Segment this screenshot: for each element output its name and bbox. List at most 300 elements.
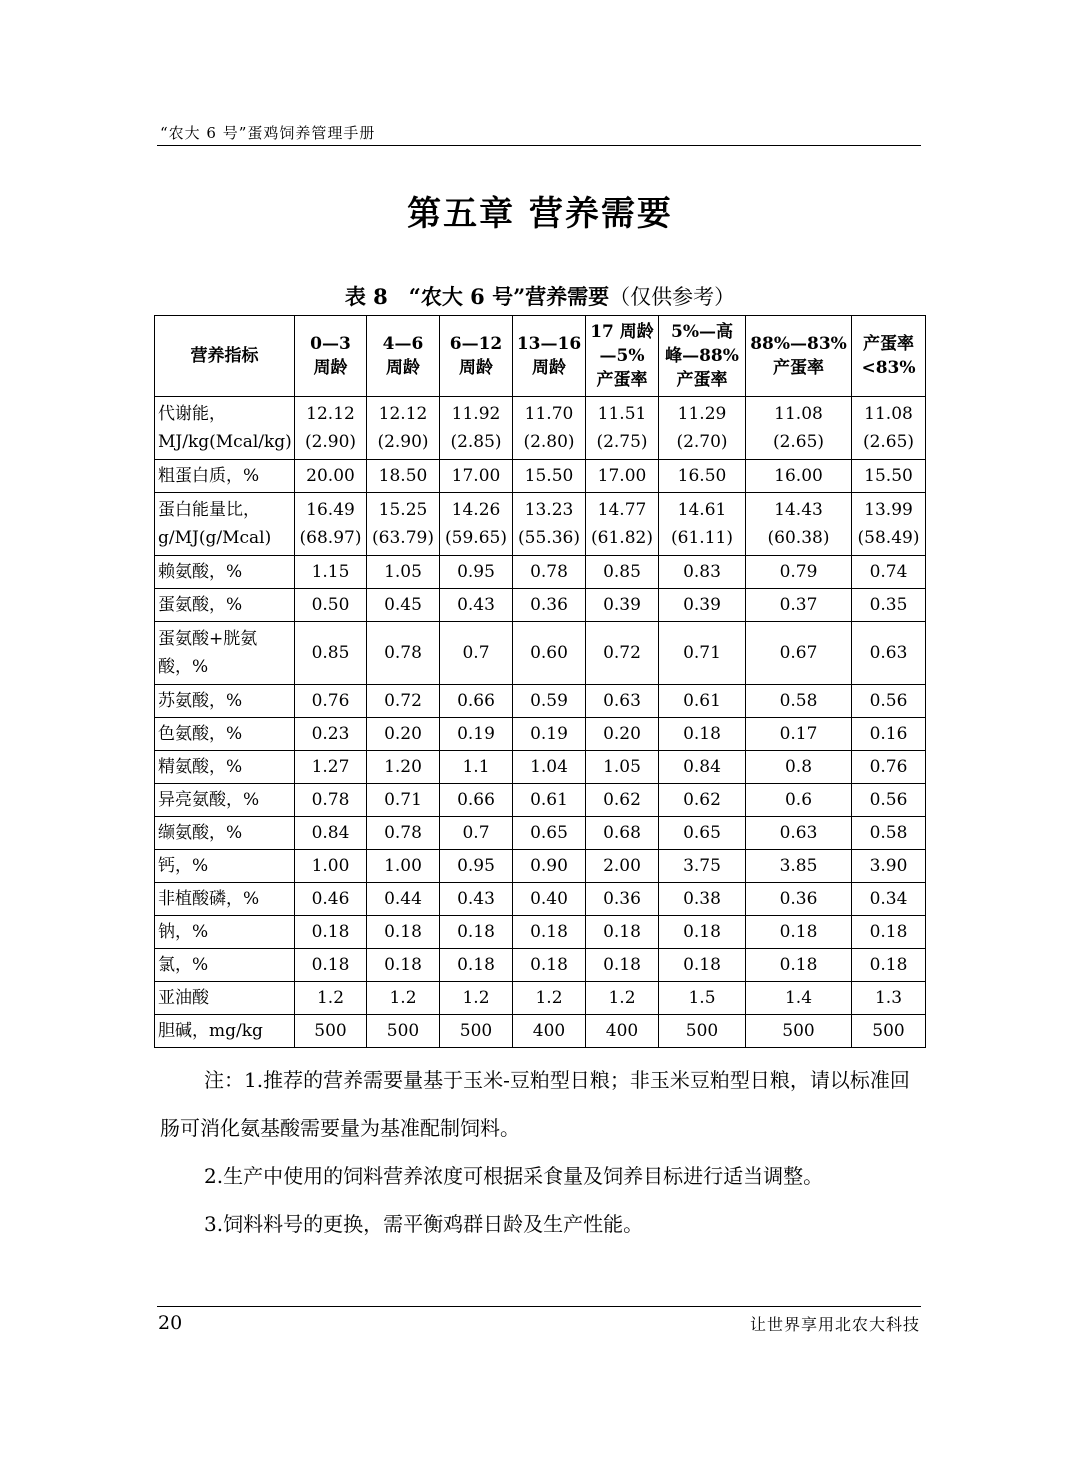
value-cell — [659, 850, 746, 883]
cell-line: 0.39 — [603, 595, 641, 615]
value-cell — [513, 556, 586, 589]
cell-line: 3.85 — [779, 856, 818, 876]
value-cell — [440, 589, 513, 622]
cell-line: 0.40 — [530, 889, 568, 909]
row-label — [155, 1015, 295, 1048]
cell-line: (60.38) — [767, 528, 830, 548]
cell-line: 500 — [685, 1021, 719, 1041]
value-cell — [440, 685, 513, 718]
value-cell — [659, 784, 746, 817]
value-cell — [852, 751, 926, 784]
cell-line: 3.75 — [683, 856, 721, 876]
value-cell — [586, 982, 659, 1015]
cell-line: 14.43 — [774, 500, 823, 520]
cell-line: 0.56 — [869, 790, 908, 810]
row-label — [155, 850, 295, 883]
value-cell — [367, 817, 440, 850]
cell-line: 0.35 — [869, 595, 908, 615]
row-label — [155, 949, 295, 982]
value-cell — [295, 982, 367, 1015]
value-cell — [295, 685, 367, 718]
value-cell — [440, 622, 513, 685]
value-cell — [746, 556, 852, 589]
cell-line: 代谢能， — [158, 404, 226, 424]
cell-line: 14.77 — [597, 500, 647, 520]
value-cell — [586, 718, 659, 751]
cell-line: 1.27 — [311, 757, 350, 777]
cell-line: 16.49 — [306, 500, 355, 520]
value-cell — [852, 685, 926, 718]
cell-line: 0.45 — [384, 595, 422, 615]
cell-line: 0.71 — [683, 643, 721, 663]
cell-line: 1.05 — [603, 757, 641, 777]
value-cell — [440, 718, 513, 751]
column-header — [367, 316, 440, 397]
cell-line: 0.23 — [311, 724, 350, 744]
cell-line: 0.59 — [530, 691, 568, 711]
value-cell — [513, 949, 586, 982]
row-label — [155, 556, 295, 589]
cell-line: 0.18 — [869, 922, 908, 942]
row-label — [155, 817, 295, 850]
value-cell — [440, 883, 513, 916]
cell-line: 0.67 — [779, 643, 818, 663]
value-cell — [746, 493, 852, 556]
value-cell — [440, 1015, 513, 1048]
value-cell — [659, 622, 746, 685]
value-cell — [852, 718, 926, 751]
cell-line: 周龄 — [313, 358, 348, 378]
value-cell — [852, 493, 926, 556]
cell-line: 峰—88% — [665, 346, 739, 366]
cell-line: 色氨酸，% — [158, 724, 243, 744]
cell-line: 0.18 — [603, 955, 641, 975]
value-cell — [659, 493, 746, 556]
value-cell — [440, 460, 513, 493]
value-cell — [513, 460, 586, 493]
value-cell — [659, 949, 746, 982]
cell-line: 0.66 — [457, 790, 495, 810]
cell-line: 17.00 — [597, 466, 647, 486]
cell-line: (61.82) — [591, 528, 653, 548]
cell-line: 钙，% — [158, 856, 209, 876]
cell-line: 0.79 — [779, 562, 818, 582]
cell-line: 0.44 — [384, 889, 422, 909]
cell-line: 0.37 — [779, 595, 818, 615]
table-caption-note: （仅供参考） — [609, 285, 736, 309]
value-cell — [746, 589, 852, 622]
column-header — [586, 316, 659, 397]
value-cell — [659, 883, 746, 916]
cell-line: 0.20 — [384, 724, 422, 744]
value-cell — [367, 784, 440, 817]
value-cell — [586, 751, 659, 784]
value-cell — [367, 556, 440, 589]
value-cell — [852, 622, 926, 685]
table-row — [155, 556, 926, 589]
value-cell — [586, 784, 659, 817]
value-cell — [513, 751, 586, 784]
cell-line: 0.6 — [784, 790, 813, 810]
cell-line: 亚油酸 — [158, 988, 209, 1008]
cell-line: 周龄 — [386, 358, 420, 378]
cell-line: 0.68 — [603, 823, 641, 843]
cell-line: 0.7 — [462, 643, 490, 663]
cell-line: 12.12 — [306, 404, 355, 424]
cell-line: 0.83 — [683, 562, 721, 582]
cell-line: 0.39 — [683, 595, 721, 615]
value-cell — [513, 982, 586, 1015]
cell-line: 1.2 — [535, 988, 563, 1008]
cell-line: 500 — [314, 1021, 347, 1041]
cell-line: 周龄 — [459, 358, 493, 378]
cell-line: 0.60 — [530, 643, 568, 663]
value-cell — [852, 916, 926, 949]
cell-line: 1.2 — [389, 988, 417, 1008]
table-body — [155, 397, 926, 1048]
value-cell — [852, 817, 926, 850]
value-cell — [513, 850, 586, 883]
cell-line: 0.46 — [311, 889, 350, 909]
cell-line: 0.18 — [384, 955, 422, 975]
cell-line: 0.36 — [779, 889, 818, 909]
value-cell — [852, 982, 926, 1015]
value-cell — [746, 460, 852, 493]
row-label — [155, 589, 295, 622]
cell-line: 11.92 — [451, 404, 501, 424]
cell-line: (61.11) — [671, 528, 733, 548]
value-cell — [586, 817, 659, 850]
value-cell — [295, 850, 367, 883]
value-cell — [440, 916, 513, 949]
table-row — [155, 850, 926, 883]
value-cell — [367, 718, 440, 751]
cell-line: 0.62 — [603, 790, 641, 810]
value-cell — [367, 916, 440, 949]
cell-line: 1.04 — [530, 757, 568, 777]
cell-line: MJ/kg(Mcal/kg) — [158, 432, 292, 452]
cell-line: (68.97) — [299, 528, 362, 548]
table-row — [155, 622, 926, 685]
cell-line: (2.90) — [304, 432, 357, 452]
value-cell — [746, 1015, 852, 1048]
table-row — [155, 493, 926, 556]
value-cell — [586, 1015, 659, 1048]
value-cell — [659, 916, 746, 949]
value-cell — [295, 460, 367, 493]
value-cell — [746, 817, 852, 850]
table-row — [155, 1015, 926, 1048]
cell-line: 0.18 — [683, 955, 721, 975]
cell-line: 0.66 — [457, 691, 495, 711]
value-cell — [746, 949, 852, 982]
value-cell — [659, 982, 746, 1015]
cell-line: (2.75) — [596, 432, 648, 452]
cell-line: (58.49) — [857, 528, 920, 548]
cell-line: 0.38 — [683, 889, 721, 909]
cell-line: 0.18 — [683, 922, 721, 942]
cell-line: 0.63 — [603, 691, 641, 711]
value-cell — [586, 883, 659, 916]
row-label — [155, 784, 295, 817]
cell-line: 0.95 — [457, 856, 495, 876]
cell-line: 胆碱，mg/kg — [158, 1021, 263, 1041]
value-cell — [295, 817, 367, 850]
value-cell — [440, 784, 513, 817]
cell-line: 0.19 — [457, 724, 495, 744]
cell-line: 1.4 — [784, 988, 813, 1008]
value-cell — [367, 751, 440, 784]
cell-line: 500 — [459, 1021, 493, 1041]
cell-line: (2.80) — [523, 432, 575, 452]
cell-line: 1.05 — [384, 562, 422, 582]
column-header — [852, 316, 926, 397]
chapter-title: 第五章 营养需要 — [407, 194, 673, 234]
row-label — [155, 751, 295, 784]
cell-line: 1.1 — [462, 757, 490, 777]
cell-line: 15.50 — [524, 466, 574, 486]
value-cell — [852, 949, 926, 982]
value-cell — [746, 685, 852, 718]
value-cell — [513, 622, 586, 685]
cell-line: (59.65) — [445, 528, 507, 548]
value-cell — [659, 685, 746, 718]
value-cell — [852, 850, 926, 883]
running-header: “农大 6 号”蛋鸡饲养管理手册 — [160, 124, 376, 142]
notes — [160, 1056, 922, 1248]
value-cell — [746, 397, 852, 460]
row-label — [155, 883, 295, 916]
value-cell — [440, 982, 513, 1015]
cell-line: 1.2 — [316, 988, 345, 1008]
cell-line: 营养指标 — [190, 346, 259, 366]
cell-line: 16.00 — [774, 466, 823, 486]
value-cell — [659, 718, 746, 751]
value-cell — [295, 556, 367, 589]
value-cell — [295, 916, 367, 949]
cell-line: 4—6 — [382, 334, 424, 354]
cell-line: <83% — [861, 358, 916, 378]
footer-rule — [157, 1306, 921, 1307]
cell-line: 0.18 — [779, 955, 818, 975]
cell-line: 13.23 — [524, 500, 574, 520]
cell-line: 1.20 — [384, 757, 422, 777]
value-cell — [746, 850, 852, 883]
cell-line: 1.00 — [384, 856, 422, 876]
value-cell — [852, 556, 926, 589]
value-cell — [586, 556, 659, 589]
cell-line: 500 — [782, 1021, 815, 1041]
value-cell — [659, 397, 746, 460]
value-cell — [295, 949, 367, 982]
value-cell — [295, 718, 367, 751]
cell-line: g/MJ(g/Mcal) — [158, 528, 272, 548]
value-cell — [746, 622, 852, 685]
value-cell — [367, 949, 440, 982]
cell-line: 0.85 — [311, 643, 350, 663]
value-cell — [440, 949, 513, 982]
cell-line: (2.90) — [377, 432, 429, 452]
cell-line: 400 — [532, 1021, 566, 1041]
cell-line: 400 — [605, 1021, 639, 1041]
value-cell — [586, 622, 659, 685]
value-cell — [367, 397, 440, 460]
cell-line: 1.2 — [462, 988, 490, 1008]
cell-line: 0.63 — [869, 643, 908, 663]
cell-line: 14.61 — [677, 500, 727, 520]
value-cell — [659, 1015, 746, 1048]
cell-line: 12.12 — [378, 404, 428, 424]
cell-line: 粗蛋白质，% — [158, 466, 260, 486]
cell-line: 0.43 — [457, 595, 495, 615]
value-cell — [440, 850, 513, 883]
cell-line: 2.00 — [603, 856, 641, 876]
cell-line: 0.19 — [530, 724, 568, 744]
cell-line: 13.99 — [864, 500, 913, 520]
value-cell — [295, 493, 367, 556]
cell-line: 17 周龄 — [590, 322, 654, 342]
cell-line: 0.18 — [530, 955, 568, 975]
table-caption-title: 表 8 “农大 6 号”营养需要 — [344, 284, 610, 309]
value-cell — [659, 556, 746, 589]
note-2: 2.生产中使用的饲料营养浓度可根据采食量及饲养目标进行适当调整。 — [204, 1164, 824, 1188]
value-cell — [513, 493, 586, 556]
cell-line: 0.17 — [779, 724, 818, 744]
cell-line: 1.15 — [311, 562, 350, 582]
cell-line: 0.18 — [384, 922, 422, 942]
cell-line: 钠，% — [158, 922, 209, 942]
value-cell — [659, 589, 746, 622]
value-cell — [852, 784, 926, 817]
value-cell — [440, 817, 513, 850]
cell-line: 0.90 — [530, 856, 568, 876]
cell-line: 0.63 — [779, 823, 818, 843]
cell-line: 0.61 — [530, 790, 568, 810]
cell-line: 0.20 — [603, 724, 641, 744]
table-row — [155, 916, 926, 949]
value-cell — [367, 685, 440, 718]
cell-line: (55.36) — [518, 528, 580, 548]
cell-line: 1.5 — [688, 988, 716, 1008]
value-cell — [440, 751, 513, 784]
cell-line: 1.00 — [311, 856, 350, 876]
cell-line: 1.2 — [608, 988, 636, 1008]
value-cell — [440, 493, 513, 556]
table-row — [155, 784, 926, 817]
cell-line: 0.61 — [683, 691, 721, 711]
cell-line: 13—16 — [516, 334, 582, 354]
cell-line: 0.58 — [779, 691, 818, 711]
cell-line: 0.34 — [869, 889, 908, 909]
value-cell — [746, 982, 852, 1015]
cell-line: (63.79) — [372, 528, 434, 548]
value-cell — [295, 397, 367, 460]
value-cell — [852, 1015, 926, 1048]
cell-line: 0.18 — [311, 955, 350, 975]
value-cell — [852, 397, 926, 460]
cell-line: 3.90 — [869, 856, 908, 876]
cell-line: 产蛋率 — [676, 370, 728, 390]
value-cell — [295, 751, 367, 784]
cell-line: 0.78 — [384, 643, 422, 663]
cell-line: 0.50 — [311, 595, 350, 615]
value-cell — [513, 397, 586, 460]
cell-line: 0.78 — [311, 790, 350, 810]
cell-line: 0.18 — [869, 955, 908, 975]
value-cell — [586, 916, 659, 949]
cell-line: 蛋氨酸，% — [158, 595, 243, 615]
column-header — [513, 316, 586, 397]
note-1: 注：1.推荐的营养需要量基于玉米-豆粕型日粮；非玉米豆粕型日粮，请以标准回肠可消化氨基酸需要量为基准配制饲料。 — [160, 1068, 910, 1140]
value-cell — [367, 982, 440, 1015]
cell-line: 0.65 — [683, 823, 721, 843]
value-cell — [513, 718, 586, 751]
cell-line: 0.8 — [784, 757, 813, 777]
cell-line: 11.08 — [864, 404, 913, 424]
value-cell — [513, 1015, 586, 1048]
cell-line: 0.16 — [869, 724, 908, 744]
cell-line: 氯，% — [158, 955, 209, 975]
value-cell — [513, 883, 586, 916]
cell-line: 蛋白能量比， — [158, 500, 260, 520]
cell-line: 1.3 — [874, 988, 903, 1008]
column-header — [295, 316, 367, 397]
cell-line: 0.18 — [457, 955, 495, 975]
value-cell — [295, 883, 367, 916]
cell-line: 0.71 — [384, 790, 422, 810]
value-cell — [746, 784, 852, 817]
cell-line: 赖氨酸，% — [158, 562, 243, 582]
cell-line: 产蛋率 — [863, 334, 914, 354]
value-cell — [513, 589, 586, 622]
value-cell — [586, 949, 659, 982]
value-cell — [852, 589, 926, 622]
value-cell — [295, 589, 367, 622]
row-label — [155, 493, 295, 556]
value-cell — [513, 916, 586, 949]
cell-line: 0.84 — [311, 823, 350, 843]
cell-line: 0.36 — [530, 595, 568, 615]
cell-line: —5% — [599, 346, 645, 366]
row-label — [155, 685, 295, 718]
cell-line: 产蛋率 — [596, 370, 648, 390]
cell-line: (2.70) — [676, 432, 728, 452]
cell-line: 0.95 — [457, 562, 495, 582]
value-cell — [367, 493, 440, 556]
table-row — [155, 949, 926, 982]
value-cell — [513, 685, 586, 718]
nutrition-table — [154, 315, 926, 1048]
cell-line: 0.78 — [530, 562, 568, 582]
cell-line: 11.29 — [677, 404, 727, 424]
cell-line: 11.08 — [774, 404, 823, 424]
cell-line: 500 — [386, 1021, 420, 1041]
value-cell — [295, 1015, 367, 1048]
cell-line: 异亮氨酸，% — [158, 790, 260, 810]
cell-line: 6—12 — [449, 334, 503, 354]
table-row — [155, 817, 926, 850]
column-header — [440, 316, 513, 397]
value-cell — [852, 460, 926, 493]
value-cell — [367, 850, 440, 883]
value-cell — [367, 460, 440, 493]
table-row — [155, 685, 926, 718]
cell-line: (2.85) — [450, 432, 502, 452]
value-cell — [586, 685, 659, 718]
cell-line: 0.18 — [683, 724, 721, 744]
cell-line: (2.65) — [772, 432, 825, 452]
cell-line: 0—3 — [310, 334, 351, 354]
